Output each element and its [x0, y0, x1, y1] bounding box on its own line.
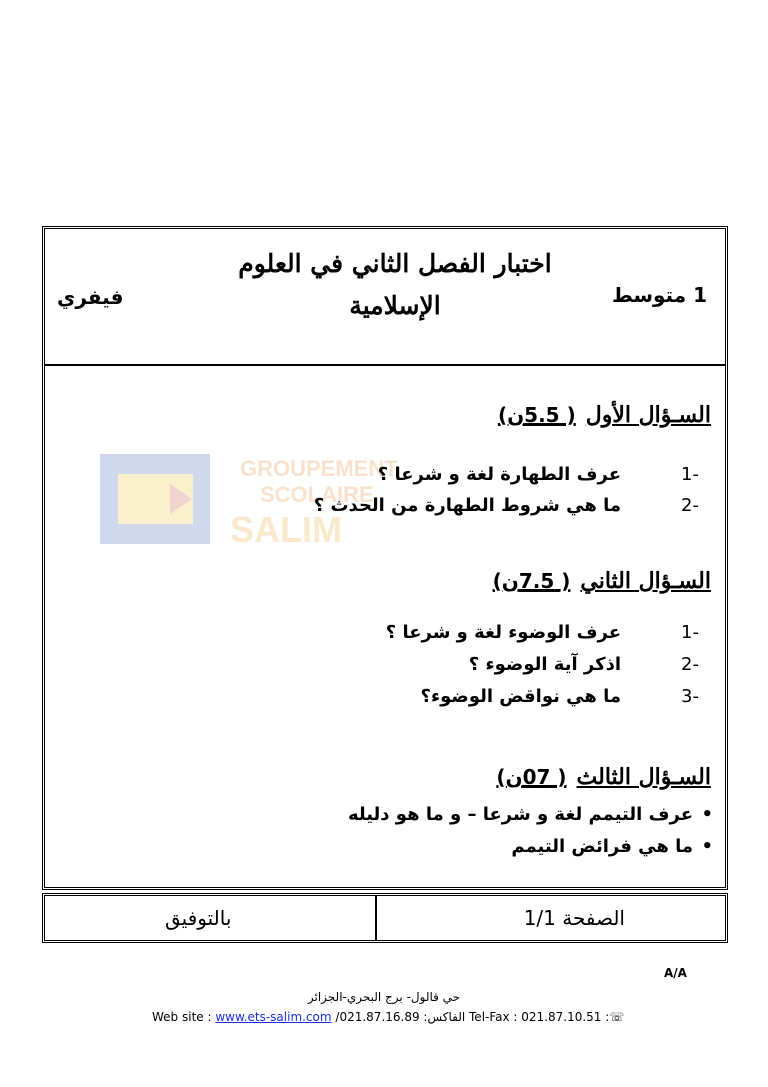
page-number-label: الصفحة 1/1 — [523, 906, 625, 930]
question-2-item-3 — [421, 686, 700, 707]
question-1-title — [498, 402, 711, 428]
question-3-item-1 — [348, 804, 713, 825]
question-3-title — [496, 764, 711, 790]
contact-line — [152, 1010, 624, 1024]
bullet: • — [701, 836, 713, 857]
exam-header — [45, 229, 725, 366]
item-number: -1 — [681, 622, 699, 643]
exam-frame — [42, 226, 728, 890]
item-text: اذكر آية الوضوء ؟ — [468, 654, 621, 675]
exam-title: اختبار الفصل الثاني في العلوم الإسلامية — [238, 249, 552, 320]
month-label: فيفري — [57, 285, 124, 309]
phone-fax: /021.87.16.89 :الفاكس Tel-Fax : 021.87.10.51 :☏ — [335, 1010, 625, 1024]
question-1-item-2 — [314, 495, 699, 516]
question-3-label: السـؤال الثالث — [576, 764, 711, 790]
bullet: • — [701, 804, 713, 825]
footer-divider — [375, 896, 377, 940]
question-3-marks: ( 07ن) — [496, 765, 567, 789]
item-text: عرف التيمم لغة و شرعا – و ما هو دليله — [347, 804, 693, 825]
page-footer-bar — [42, 893, 728, 943]
question-2-title — [493, 568, 711, 594]
item-number: -2 — [681, 654, 699, 675]
item-text: ما هي نواقض الوضوء؟ — [420, 686, 621, 707]
aa-label: A/A — [664, 966, 687, 980]
item-text: عرف الوضوء لغة و شرعا ؟ — [385, 622, 621, 643]
item-text: ما هي فرائض التيمم — [511, 836, 693, 857]
question-2-item-2 — [469, 654, 699, 675]
question-1-marks: ( 5.5ن) — [497, 403, 576, 427]
question-2-label: السـؤال الثاني — [580, 568, 711, 594]
website-link[interactable]: www.ets-salim.com — [215, 1010, 332, 1024]
question-2-marks: ( 7.5ن) — [492, 569, 571, 593]
item-number: -2 — [681, 495, 699, 516]
question-1-item-1 — [378, 464, 699, 485]
exam-content — [45, 364, 725, 889]
item-number: -1 — [681, 464, 699, 485]
watermark-line3: SALIM — [230, 509, 342, 550]
good-luck-label: بالتوفيق — [165, 906, 232, 930]
item-number: -3 — [681, 686, 699, 707]
website-label: Web site : — [152, 1010, 212, 1024]
item-text: ما هي شروط الطهارة من الحدث ؟ — [313, 495, 621, 516]
level-label: 1 متوسط — [611, 283, 707, 307]
watermark-line1: GROUPEMENT — [240, 456, 398, 481]
watermark-line2: SCOLAIRE — [260, 482, 374, 507]
question-3-item-2 — [511, 836, 713, 857]
question-2-item-1 — [386, 622, 699, 643]
question-1-label: السـؤال الأول — [585, 402, 711, 428]
address-line: حي قالول- برج البحري-الجزائر — [307, 990, 461, 1004]
item-text: عرف الطهارة لغة و شرعا ؟ — [377, 464, 621, 485]
